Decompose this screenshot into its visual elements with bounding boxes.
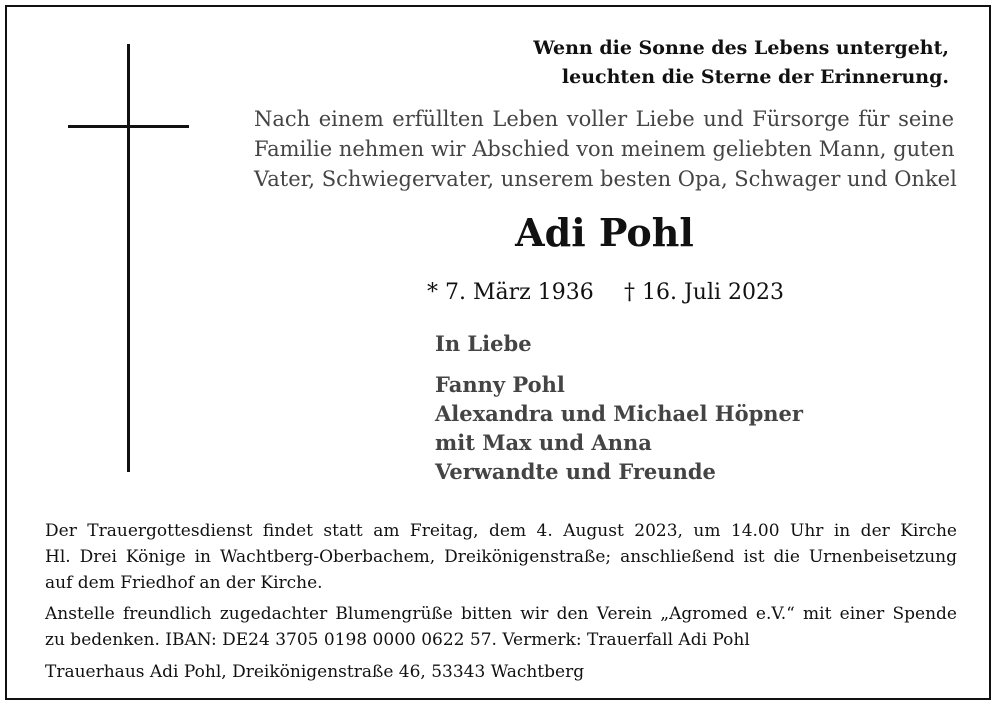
intro-line: Vater, Schwiegervater, unserem besten Opa, Schwager und Onkel: [254, 167, 957, 191]
donation-line: zu bedenken. IBAN: DE24 3705 0198 0000 0622 57. Vermerk: Trauerfall Adi Pohl: [45, 630, 750, 650]
motto: [533, 34, 949, 92]
service-line: auf dem Friedhof an der Kirche.: [45, 573, 323, 593]
mourners-list: [435, 370, 803, 486]
service-info: [45, 518, 957, 596]
cross-vertical-bar: [127, 44, 130, 472]
motto-line: Wenn die Sonne des Lebens untergeht,: [533, 37, 949, 59]
motto-line: leuchten die Sterne der Erinnerung.: [561, 66, 949, 88]
mourner-name: Alexandra und Michael Höpner: [435, 401, 803, 426]
service-line: Hl. Drei Könige in Wachtberg-Oberbachem, Dreikönigenstraße; anschließend ist die Urnenbeisetzung: [45, 547, 957, 567]
mourner-name: Verwandte und Freunde: [435, 459, 716, 484]
intro-line: Nach einem erfüllten Leben voller Liebe und Fürsorge für seine: [254, 107, 954, 131]
address-line: Trauerhaus Adi Pohl, Dreikönigenstraße 46, 53343 Wachtberg: [45, 662, 585, 682]
donation-line: Anstelle freundlich zugedachter Blumengrüße bitten wir den Verein „Agromed e.V.“ mit einer Spende: [45, 604, 957, 624]
intro-line: Familie nehmen wir Abschied von meinem geliebten Mann, guten: [254, 137, 955, 161]
mourner-name: mit Max und Anna: [435, 430, 652, 455]
mourner-name: Fanny Pohl: [435, 372, 565, 397]
service-line: Der Trauergottesdienst findet statt am Freitag, dem 4. August 2023, um 14.00 Uhr in der Kirche: [45, 521, 957, 541]
donation-info: [45, 601, 957, 653]
death-date: † 16. Juli 2023: [624, 280, 785, 305]
deceased-name: Adi Pohl: [515, 210, 694, 255]
intro-text: [254, 104, 957, 194]
mourning-house-address: [45, 659, 957, 685]
cross-horizontal-bar: [68, 125, 189, 128]
birth-date: * 7. März 1936: [427, 280, 594, 305]
mourners-heading: In Liebe: [435, 331, 532, 356]
obituary-frame: [5, 5, 991, 700]
